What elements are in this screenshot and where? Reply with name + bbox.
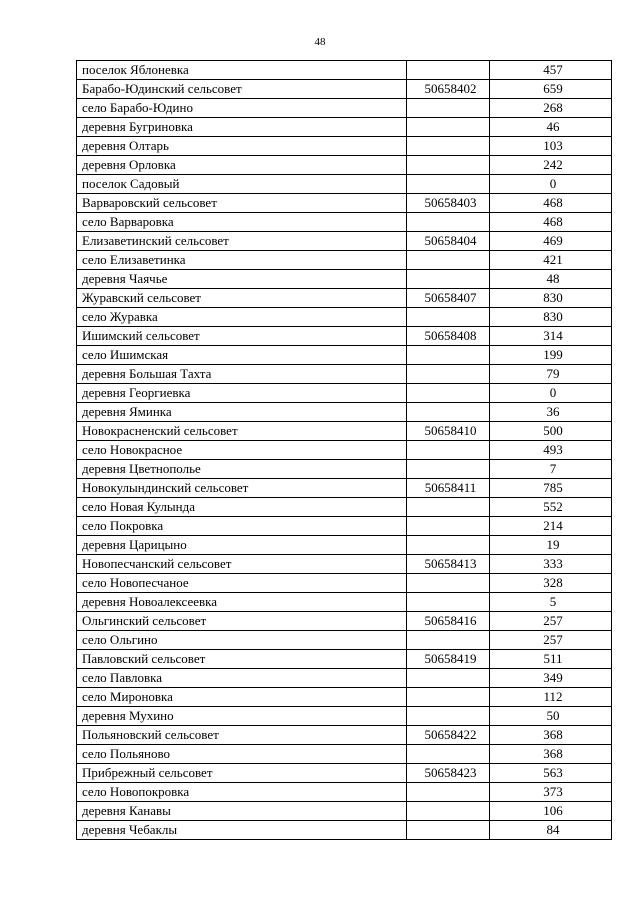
settlement-name-cell: село Ишимская [77, 346, 407, 365]
table-row [77, 232, 612, 251]
oktmo-code-cell [407, 346, 490, 365]
settlement-name-cell: Журавский сельсовет [77, 289, 407, 308]
oktmo-code-cell [407, 745, 490, 764]
oktmo-code-cell [407, 384, 490, 403]
settlement-name-cell: деревня Орловка [77, 156, 407, 175]
table-row [77, 137, 612, 156]
oktmo-code-cell: 50658423 [407, 764, 490, 783]
oktmo-code-cell [407, 251, 490, 270]
value-cell: 48 [490, 270, 612, 289]
oktmo-code-cell: 50658413 [407, 555, 490, 574]
settlement-name-cell: село Мироновка [77, 688, 407, 707]
value-cell: 112 [490, 688, 612, 707]
table-row [77, 707, 612, 726]
settlement-name-cell: поселок Яблоневка [77, 61, 407, 80]
value-cell: 830 [490, 289, 612, 308]
value-cell: 103 [490, 137, 612, 156]
oktmo-code-cell [407, 631, 490, 650]
value-cell: 50 [490, 707, 612, 726]
value-cell: 511 [490, 650, 612, 669]
table-row [77, 365, 612, 384]
value-cell: 19 [490, 536, 612, 555]
oktmo-code-cell [407, 460, 490, 479]
table-row [77, 384, 612, 403]
table-row [77, 327, 612, 346]
value-cell: 563 [490, 764, 612, 783]
settlement-name-cell: Ольгинский сельсовет [77, 612, 407, 631]
settlement-name-cell: деревня Чаячье [77, 270, 407, 289]
settlement-name-cell: Новокулындинский сельсовет [77, 479, 407, 498]
table-row [77, 270, 612, 289]
table-row [77, 726, 612, 745]
value-cell: 36 [490, 403, 612, 422]
table-row [77, 669, 612, 688]
value-cell: 468 [490, 213, 612, 232]
settlement-name-cell: деревня Царицыно [77, 536, 407, 555]
oktmo-code-cell [407, 137, 490, 156]
settlement-name-cell: село Барабо-Юдино [77, 99, 407, 118]
value-cell: 493 [490, 441, 612, 460]
settlement-name-cell: Ишимский сельсовет [77, 327, 407, 346]
oktmo-code-cell [407, 118, 490, 137]
settlement-name-cell: село Польяново [77, 745, 407, 764]
table-row [77, 650, 612, 669]
oktmo-code-cell: 50658404 [407, 232, 490, 251]
table-row [77, 346, 612, 365]
value-cell: 268 [490, 99, 612, 118]
settlement-name-cell: поселок Садовый [77, 175, 407, 194]
table-row [77, 536, 612, 555]
settlement-name-cell: Новопесчанский сельсовет [77, 555, 407, 574]
table-row [77, 213, 612, 232]
table-row [77, 593, 612, 612]
oktmo-code-cell [407, 365, 490, 384]
settlement-name-cell: село Ольгино [77, 631, 407, 650]
table-row [77, 764, 612, 783]
value-cell: 0 [490, 384, 612, 403]
value-cell: 5 [490, 593, 612, 612]
oktmo-code-cell: 50658422 [407, 726, 490, 745]
table-row [77, 745, 612, 764]
settlement-name-cell: Новокрасненский сельсовет [77, 422, 407, 441]
oktmo-code-cell [407, 498, 490, 517]
value-cell: 242 [490, 156, 612, 175]
oktmo-code-cell [407, 821, 490, 840]
oktmo-code-cell [407, 175, 490, 194]
settlement-name-cell: село Журавка [77, 308, 407, 327]
oktmo-code-cell [407, 536, 490, 555]
settlement-name-cell: село Новая Кулында [77, 498, 407, 517]
value-cell: 84 [490, 821, 612, 840]
table-row [77, 460, 612, 479]
settlement-name-cell: село Новокрасное [77, 441, 407, 460]
table-row [77, 631, 612, 650]
settlement-name-cell: деревня Новоалексеевка [77, 593, 407, 612]
value-cell: 0 [490, 175, 612, 194]
oktmo-code-cell [407, 441, 490, 460]
value-cell: 659 [490, 80, 612, 99]
table-row [77, 422, 612, 441]
value-cell: 785 [490, 479, 612, 498]
settlement-name-cell: деревня Чебаклы [77, 821, 407, 840]
table-row [77, 289, 612, 308]
table-row [77, 156, 612, 175]
table-row [77, 574, 612, 593]
settlement-name-cell: деревня Георгиевка [77, 384, 407, 403]
settlement-name-cell: Прибрежный сельсовет [77, 764, 407, 783]
value-cell: 552 [490, 498, 612, 517]
oktmo-code-cell [407, 783, 490, 802]
table-body [77, 61, 612, 840]
oktmo-code-cell: 50658416 [407, 612, 490, 631]
oktmo-code-cell [407, 270, 490, 289]
settlement-name-cell: село Новопокровка [77, 783, 407, 802]
oktmo-code-cell [407, 517, 490, 536]
oktmo-code-cell [407, 213, 490, 232]
table-row [77, 517, 612, 536]
oktmo-code-cell: 50658410 [407, 422, 490, 441]
settlement-name-cell: Варваровский сельсовет [77, 194, 407, 213]
value-cell: 421 [490, 251, 612, 270]
table-row [77, 61, 612, 80]
oktmo-code-cell [407, 156, 490, 175]
table-row [77, 783, 612, 802]
oktmo-code-cell [407, 593, 490, 612]
value-cell: 7 [490, 460, 612, 479]
oktmo-code-cell [407, 403, 490, 422]
settlement-name-cell: село Елизаветинка [77, 251, 407, 270]
value-cell: 468 [490, 194, 612, 213]
page-number: 48 [314, 36, 326, 48]
value-cell: 457 [490, 61, 612, 80]
value-cell: 500 [490, 422, 612, 441]
table-row [77, 194, 612, 213]
value-cell: 333 [490, 555, 612, 574]
oktmo-code-cell: 50658408 [407, 327, 490, 346]
oktmo-code-cell: 50658403 [407, 194, 490, 213]
settlement-name-cell: деревня Яминка [77, 403, 407, 422]
settlement-name-cell: деревня Цветнополье [77, 460, 407, 479]
oktmo-code-cell [407, 669, 490, 688]
value-cell: 469 [490, 232, 612, 251]
table-row [77, 802, 612, 821]
settlement-name-cell: деревня Олтарь [77, 137, 407, 156]
value-cell: 46 [490, 118, 612, 137]
settlement-name-cell: Польяновский сельсовет [77, 726, 407, 745]
settlement-name-cell: деревня Канавы [77, 802, 407, 821]
oktmo-code-cell [407, 802, 490, 821]
value-cell: 373 [490, 783, 612, 802]
settlement-name-cell: село Варваровка [77, 213, 407, 232]
value-cell: 314 [490, 327, 612, 346]
oktmo-code-cell [407, 99, 490, 118]
value-cell: 214 [490, 517, 612, 536]
oktmo-code-cell: 50658402 [407, 80, 490, 99]
table-row [77, 80, 612, 99]
table-row [77, 118, 612, 137]
settlement-name-cell: Павловский сельсовет [77, 650, 407, 669]
settlement-name-cell: село Новопесчаное [77, 574, 407, 593]
value-cell: 830 [490, 308, 612, 327]
table-row [77, 308, 612, 327]
oktmo-code-cell: 50658411 [407, 479, 490, 498]
settlement-name-cell: село Павловка [77, 669, 407, 688]
settlements-table [76, 60, 612, 840]
oktmo-code-cell [407, 574, 490, 593]
value-cell: 368 [490, 745, 612, 764]
table-row [77, 821, 612, 840]
table-row [77, 688, 612, 707]
oktmo-code-cell [407, 707, 490, 726]
settlement-name-cell: Елизаветинский сельсовет [77, 232, 407, 251]
table-row [77, 99, 612, 118]
settlement-name-cell: деревня Мухино [77, 707, 407, 726]
table-row [77, 612, 612, 631]
value-cell: 349 [490, 669, 612, 688]
value-cell: 106 [490, 802, 612, 821]
oktmo-code-cell: 50658419 [407, 650, 490, 669]
table-row [77, 403, 612, 422]
settlement-name-cell: деревня Бугриновка [77, 118, 407, 137]
value-cell: 257 [490, 612, 612, 631]
settlement-name-cell: село Покровка [77, 517, 407, 536]
table-row [77, 479, 612, 498]
table-row [77, 555, 612, 574]
oktmo-code-cell [407, 308, 490, 327]
settlement-name-cell: деревня Большая Тахта [77, 365, 407, 384]
value-cell: 368 [490, 726, 612, 745]
value-cell: 257 [490, 631, 612, 650]
oktmo-code-cell [407, 61, 490, 80]
settlement-name-cell: Барабо-Юдинский сельсовет [77, 80, 407, 99]
value-cell: 199 [490, 346, 612, 365]
value-cell: 328 [490, 574, 612, 593]
oktmo-code-cell: 50658407 [407, 289, 490, 308]
value-cell: 79 [490, 365, 612, 384]
table-row [77, 175, 612, 194]
table-row [77, 441, 612, 460]
table-row [77, 498, 612, 517]
table-row [77, 251, 612, 270]
oktmo-code-cell [407, 688, 490, 707]
